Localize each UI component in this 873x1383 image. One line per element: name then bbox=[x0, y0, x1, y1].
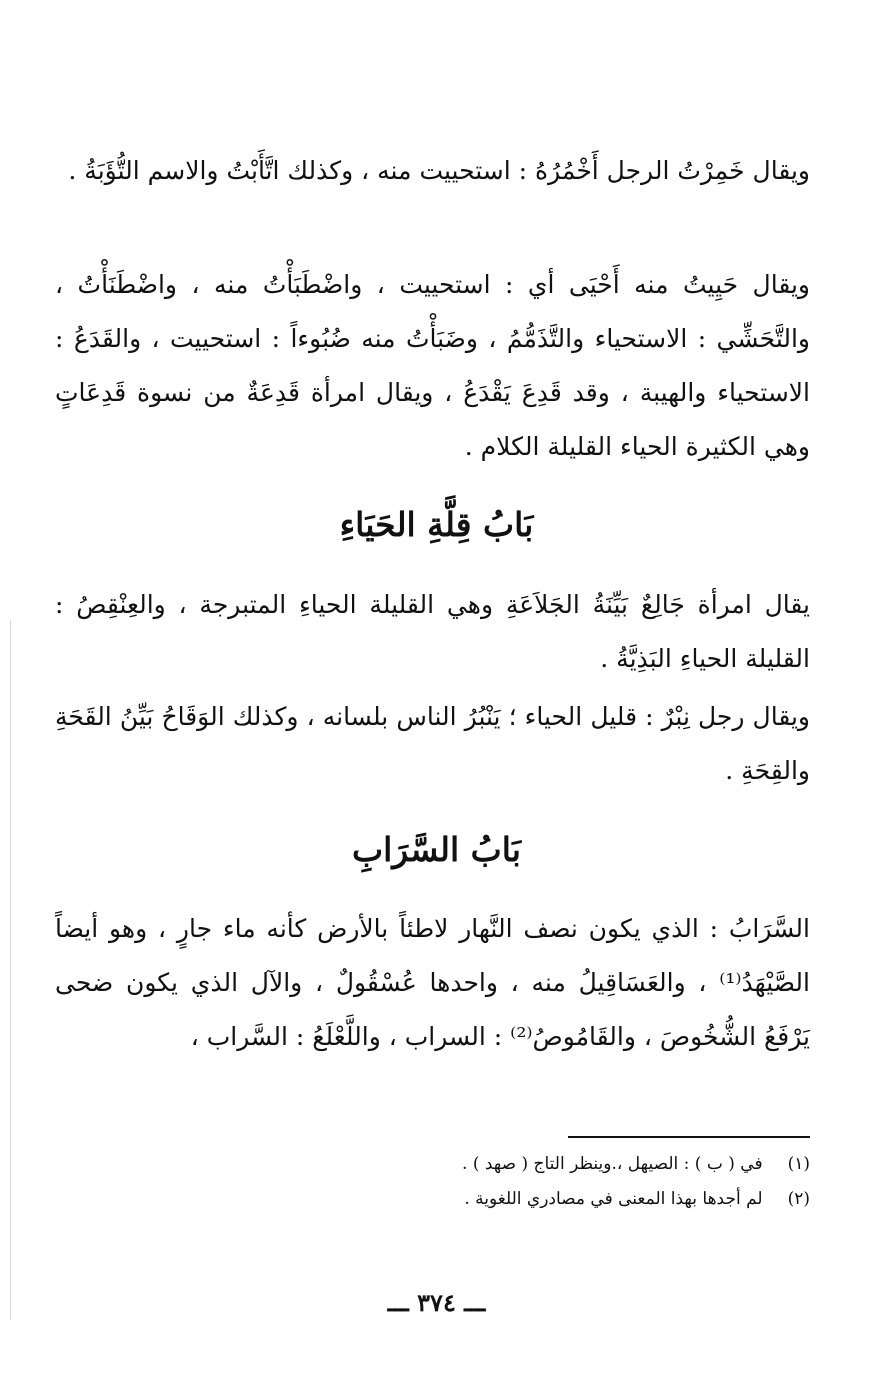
scan-margin-line bbox=[10, 620, 11, 1320]
footnote-number: (١) bbox=[787, 1154, 810, 1174]
page-number: ـــ ٣٧٤ ـــ bbox=[387, 1288, 486, 1317]
paragraph-istihya-hayitu: ويقال حَيِيتُ منه أَحْيَى أي : استحييت ، واضْطَبَأْتُ منه ، واضْطَنَأْتُ ، والتَّحَشِّي : الاستحياء والتَّذَمُّمُ ، وضَبَأْتُ منه ضُبُوءاً : استحييت ، والقَدَعُ : الاستحياء والهيبة ، وقد قَدِعَ يَقْدَعُ ، ويقال امرأة قَدِعَةٌ من نسوة قَدِعَاتٍ وهي الكثيرة الحياء القليلة الكلام . bbox=[55, 270, 810, 461]
footnote-divider bbox=[568, 1136, 810, 1138]
section-heading-sarab: بَابُ السَّرَابِ bbox=[352, 830, 521, 869]
footnote-text: في ( ب ) : الصيهل ،.وينظر التاج ( صهد ) . bbox=[462, 1154, 763, 1174]
footnote-text: لم أجدها بهذا المعنى في مصادري اللغوية . bbox=[464, 1189, 763, 1209]
paragraph-nibr: ويقال رجل نِبْرٌ : قليل الحياء ؛ يَنْبُرُ الناس بلسانه ، وكذلك الوَقَاحُ بَيِّنُ القَحَةِ والقِحَةِ . bbox=[55, 702, 810, 785]
paragraph-jali: يقال امرأة جَالِعٌ بَيِّنَةُ الجَلاَعَةِ وهي القليلة الحياءِ المتبرجة ، والعِنْقِصُ : القليلة الحياءِ البَذِيَّةُ . bbox=[55, 590, 810, 673]
footnote-2 bbox=[300, 1186, 810, 1212]
section-heading-qillat-al-haya: بَابُ قِلَّةِ الحَيَاءِ bbox=[339, 505, 534, 544]
footnote-1 bbox=[300, 1151, 810, 1177]
footnote-number: (٢) bbox=[787, 1189, 810, 1209]
paragraph-sarab: السَّرَابُ : الذي يكون نصف النَّهار لاطئاً بالأرض كأنه ماء جارٍ ، وهو أيضاً الصَّيْهَدُ⁽¹⁾ ، والعَسَاقِيلُ منه ، واحدها عُسْقُولٌ ، والآل الذي يكون ضحى يَرْفَعُ الشُّخُوصَ ، والقَامُوصُ⁽²⁾ : السراب ، واللَّعْلَعُ : السَّراب ، bbox=[55, 914, 810, 1051]
paragraph-istihya-khamirtu: ويقال خَمِرْتُ الرجل أَخْمُرُهُ : استحييت منه ، وكذلك اتَّأَبْتُ والاسم التُّؤَبَةُ . bbox=[68, 156, 810, 185]
